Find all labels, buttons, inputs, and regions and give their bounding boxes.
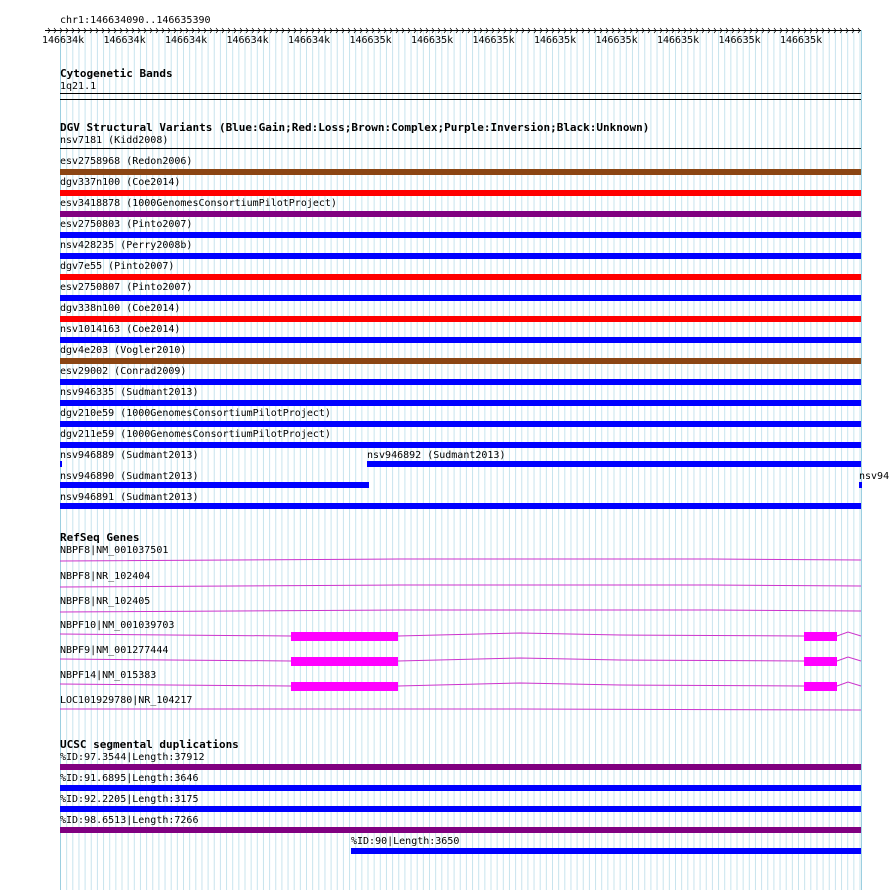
ruler-tick-label: 146635k	[595, 35, 638, 46]
segdup-label[interactable]: %ID:97.3544|Length:37912	[60, 752, 205, 763]
variant-label[interactable]: esv29002 (Conrad2009)	[60, 366, 187, 377]
segdup-bar[interactable]	[60, 827, 861, 833]
ruler-tick-label: 146635k	[472, 35, 515, 46]
gene-label[interactable]: NBPF8|NR_102405	[60, 596, 151, 607]
ruler-tick-label: 146635k	[657, 35, 700, 46]
variant-label[interactable]: nsv1014163 (Coe2014)	[60, 324, 181, 335]
variant-label[interactable]: dgv338n100 (Coe2014)	[60, 303, 181, 314]
gene-intron[interactable]	[60, 559, 861, 561]
ruler-tick-label: 146635k	[534, 35, 577, 46]
gene-exon[interactable]	[804, 657, 837, 666]
segdup-title: UCSC segmental duplications	[60, 738, 239, 751]
ruler-tick-label: 146635k	[411, 35, 454, 46]
gene-label[interactable]: NBPF8|NR_102404	[60, 571, 151, 582]
variant-label[interactable]: nsv946890 (Sudmant2013)	[60, 471, 199, 482]
ruler-tick-label: 146634k	[165, 35, 208, 46]
variant-label[interactable]: nsv94	[859, 471, 890, 482]
variant-label[interactable]: dgv4e203 (Vogler2010)	[60, 345, 187, 356]
gene-intron[interactable]	[837, 632, 861, 636]
variant-label[interactable]: dgv210e59 (1000GenomesConsortiumPilotProject)	[60, 408, 331, 419]
refseq-title: RefSeq Genes	[60, 531, 140, 544]
gene-label[interactable]: NBPF10|NM_001039703	[60, 620, 175, 631]
cytoband-label[interactable]: 1q21.1	[60, 81, 97, 92]
variant-label[interactable]: esv2750803 (Pinto2007)	[60, 219, 193, 230]
variant-label[interactable]: nsv428235 (Perry2008b)	[60, 240, 193, 251]
variant-label[interactable]: nsv946889 (Sudmant2013)	[60, 450, 199, 461]
gene-label[interactable]: LOC101929780|NR_104217	[60, 695, 193, 706]
ruler-tick-label: 146635k	[780, 35, 823, 46]
gene-exon[interactable]	[291, 657, 398, 666]
variant-label[interactable]: esv2758968 (Redon2006)	[60, 156, 193, 167]
gene-intron[interactable]	[60, 658, 804, 661]
gene-label[interactable]: NBPF8|NM_001037501	[60, 545, 169, 556]
gene-intron[interactable]	[837, 657, 861, 661]
segdup-bar[interactable]	[60, 764, 861, 770]
segdup-bar[interactable]	[351, 848, 861, 854]
variant-label[interactable]: nsv946335 (Sudmant2013)	[60, 387, 199, 398]
segdup-bar[interactable]	[60, 806, 861, 812]
ruler-tick-label: 146634k	[42, 35, 85, 46]
variant-label[interactable]: dgv7e55 (Pinto2007)	[60, 261, 175, 272]
ruler-tick-label: 146634k	[288, 35, 331, 46]
variant-label[interactable]: esv3418878 (1000GenomesConsortiumPilotProject)	[60, 198, 337, 209]
variant-label[interactable]: nsv946891 (Sudmant2013)	[60, 492, 199, 503]
ruler-tick-label: 146635k	[349, 35, 392, 46]
segdup-label[interactable]: %ID:98.6513|Length:7266	[60, 815, 199, 826]
ruler-tick-label: 146635k	[718, 35, 761, 46]
gene-intron[interactable]	[60, 585, 861, 587]
segdup-label[interactable]: %ID:90|Length:3650	[351, 836, 460, 847]
gene-exon[interactable]	[804, 632, 837, 641]
variant-label[interactable]: esv2750807 (Pinto2007)	[60, 282, 193, 293]
cytoband-title: Cytogenetic Bands	[60, 67, 173, 80]
segdup-label[interactable]: %ID:92.2205|Length:3175	[60, 794, 199, 805]
segdup-bar[interactable]	[60, 785, 861, 791]
gene-exon[interactable]	[291, 632, 398, 641]
ruler-tick-label: 146634k	[103, 35, 146, 46]
gene-exon[interactable]	[291, 682, 398, 691]
gene-label[interactable]: NBPF14|NM_015383	[60, 670, 157, 681]
variant-label[interactable]: nsv946892 (Sudmant2013)	[367, 450, 506, 461]
gene-label[interactable]: NBPF9|NM_001277444	[60, 645, 169, 656]
segdup-label[interactable]: %ID:91.6895|Length:3646	[60, 773, 199, 784]
ruler-tick-label: 146634k	[226, 35, 269, 46]
gene-exon[interactable]	[804, 682, 837, 691]
variant-label[interactable]: dgv337n100 (Coe2014)	[60, 177, 181, 188]
gene-intron[interactable]	[60, 633, 804, 636]
dgv-title: DGV Structural Variants (Blue:Gain;Red:Loss;Brown:Complex;Purple:Inversion;Black:Unknown)	[60, 121, 650, 134]
variant-label[interactable]: nsv7181 (Kidd2008)	[60, 135, 169, 146]
gene-intron[interactable]	[60, 709, 861, 710]
variant-label[interactable]: dgv211e59 (1000GenomesConsortiumPilotProject)	[60, 429, 331, 440]
gene-intron[interactable]	[60, 683, 804, 686]
gene-intron[interactable]	[60, 610, 861, 612]
gene-intron[interactable]	[837, 682, 861, 686]
locus-label: chr1:146634090..146635390	[60, 15, 211, 26]
